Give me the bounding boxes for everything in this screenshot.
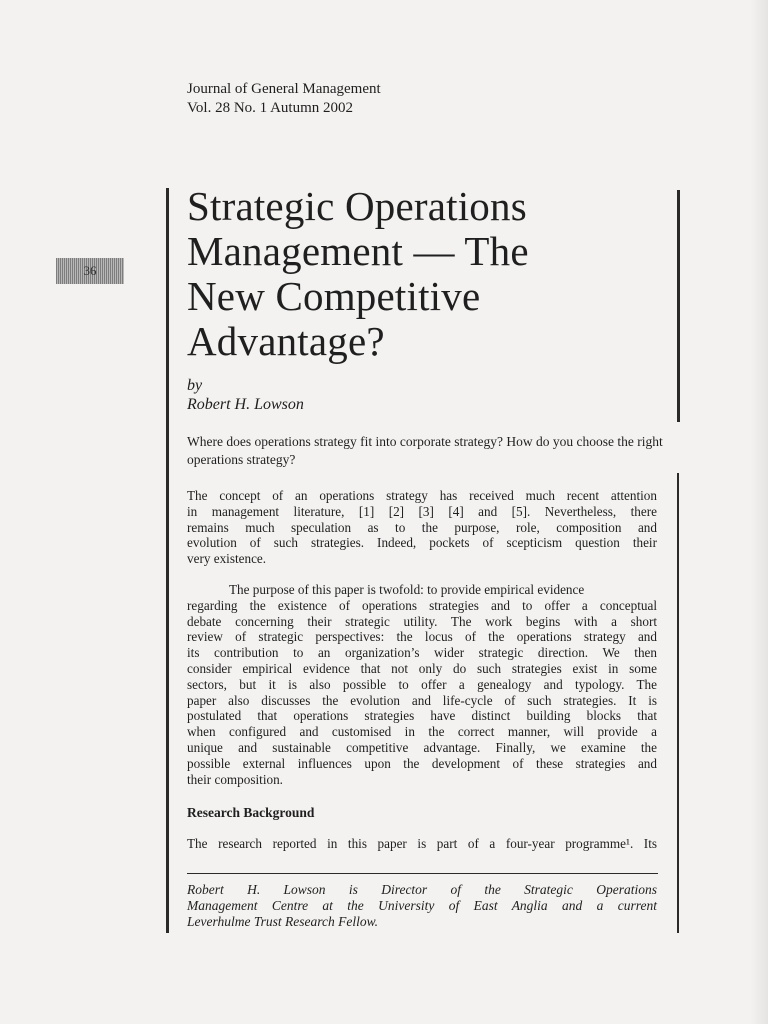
paragraph-line: The purpose of this paper is twofold: to provide empirical evidence: [229, 582, 585, 597]
paragraph-line: debate concerning their strategic utility. The work begins with a short: [187, 613, 657, 629]
paragraph-line: sectors, but it is also possible to offer a genealogy and typology. The: [187, 676, 657, 692]
section-heading: Research Background: [187, 805, 315, 820]
abstract-line: operations strategy?: [187, 452, 296, 467]
author-name: Robert H. Lowson: [187, 396, 304, 413]
paragraph-line: remains much speculation as to the purpose, role, composition and: [187, 519, 657, 535]
page-number-tab: 36: [56, 258, 124, 284]
paragraph-line: regarding the existence of operations strategies and to offer a conceptual: [187, 597, 657, 613]
footnote-divider: [187, 873, 658, 874]
abstract: [187, 433, 765, 469]
paragraph-line: in management literature, [1] [2] [3] [4] and [5]. Nevertheless, there: [187, 503, 657, 519]
paragraph-line: its contribution to an organization’s wider strategic direction. We then: [187, 645, 657, 661]
paragraph-line: their composition.: [187, 771, 283, 787]
paragraph-line: consider empirical evidence that not only do such strategies exist in some: [187, 660, 657, 676]
paragraph-line: possible external influences upon the development of these strategies and: [187, 755, 657, 771]
page-edge-shadow: [750, 0, 768, 1024]
footnote-line: Leverhulme Trust Research Fellow.: [187, 914, 378, 929]
title-line: Strategic Operations: [187, 183, 527, 229]
paragraph-line: The concept of an operations strategy has received much recent attention: [187, 488, 657, 503]
right-vertical-rule-bottom: [677, 473, 679, 933]
journal-name: Journal of General Management: [187, 81, 381, 97]
title-line: New Competitive: [187, 273, 481, 319]
title-line: Advantage?: [187, 318, 385, 364]
left-vertical-rule: [166, 188, 169, 933]
journal-header: [187, 80, 381, 118]
paragraph-line: paper also discusses the evolution and life-cycle of such strategies. It is: [187, 692, 657, 708]
byline: [187, 376, 304, 414]
paragraph-line: very existence.: [187, 551, 267, 567]
paragraph-line: unique and sustainable competitive advantage. Finally, we examine the: [187, 739, 657, 755]
article-title: [187, 184, 529, 364]
paragraph-line: when configured and customised in the correct manner, will provide a: [187, 724, 657, 740]
paragraph-line: review of strategic perspectives: the locus of the operations strategy and: [187, 629, 657, 645]
footnote-line: Robert H. Lowson is Director of the Strategic Operations: [187, 882, 657, 897]
section-first-line: The research reported in this paper is part of a four-year programme¹. Its: [187, 836, 657, 851]
paragraph-line: postulated that operations strategies have distinct building blocks that: [187, 708, 657, 724]
title-line: Management — The: [187, 228, 529, 274]
footnote-line: Management Centre at the University of East Anglia and a current: [187, 898, 657, 913]
right-vertical-rule-top: [677, 190, 680, 422]
author-footnote: [187, 882, 657, 930]
paragraph-2: [187, 582, 657, 787]
abstract-line: Where does operations strategy fit into corporate strategy? How do you choose the right: [187, 434, 663, 449]
byline-by: by: [187, 377, 203, 394]
journal-issue: Vol. 28 No. 1 Autumn 2002: [187, 100, 353, 116]
paragraph-line: evolution of such strategies. Indeed, pockets of scepticism question their: [187, 535, 657, 551]
paragraph-1: [187, 488, 657, 567]
